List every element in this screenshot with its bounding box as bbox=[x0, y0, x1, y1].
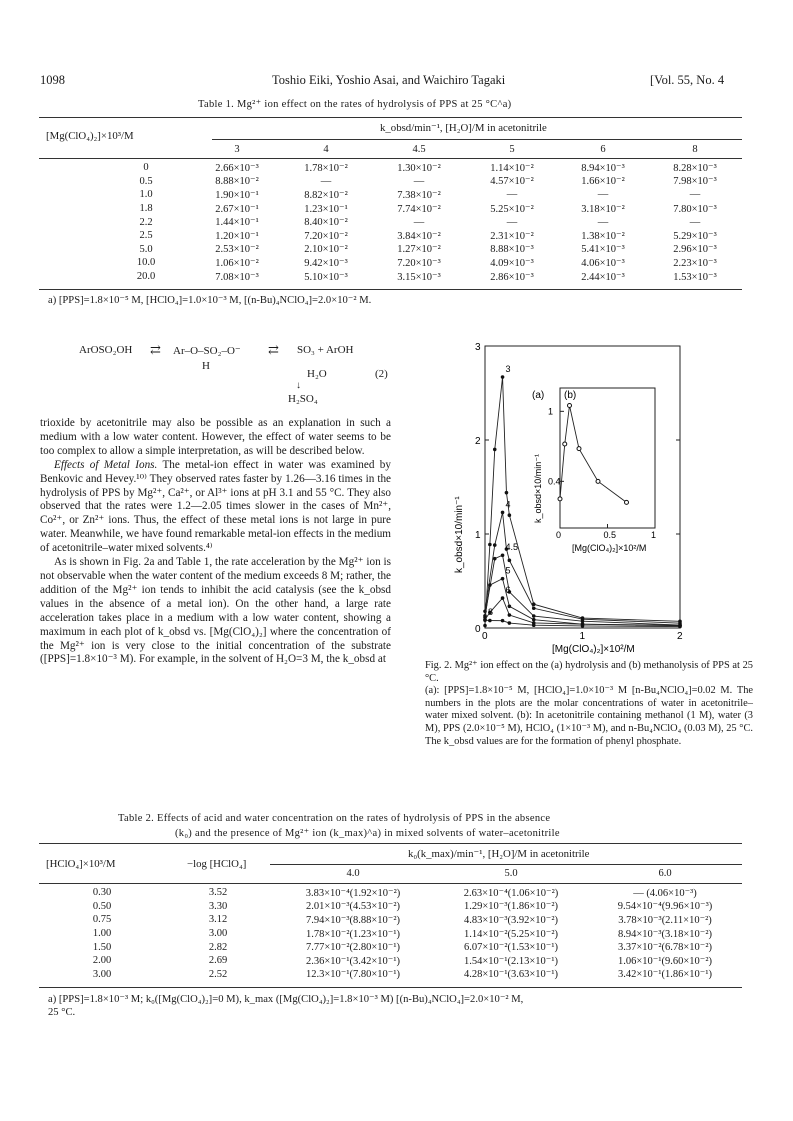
table-cell: 0.50 bbox=[92, 900, 112, 912]
inset-frame bbox=[560, 388, 655, 528]
inset-data-point bbox=[625, 500, 629, 504]
scheme-intermediate: Ar–O–SO₂–O⁻ bbox=[173, 345, 241, 357]
inset-data-point bbox=[596, 479, 600, 483]
curve-label: 6 bbox=[505, 585, 511, 596]
table-cell: 5.10×10⁻³ bbox=[304, 271, 348, 283]
table-row bbox=[40, 886, 742, 900]
table-cell: 1.8 bbox=[139, 203, 153, 215]
page-number: 1098 bbox=[40, 73, 65, 87]
paragraph: The metal-ion effect in water was examined by Benkovic and Hevey.¹⁰⁾ They observed rates faster by 1.26—3.16 times in the hydrolysis of PPS by Mg²⁺, Ca²⁺, or Al³⁺ ions at pH 3.1 and 55 °C. They also observed that the rates were 1.2—2.05 times slower in the cases of Mn²⁺, Co²⁺, or Zn²⁺ ions. Thus, the effect of these metal ions is not large in pure water. Meanwhile, we have found remarkable metal-ion effects in the medium of acetonitrile–water mixed solvents.⁴⁾ bbox=[40, 458, 391, 555]
table-cell: 2.31×10⁻² bbox=[490, 230, 534, 242]
table-cell: 5.25×10⁻² bbox=[490, 203, 534, 215]
table-cell: — bbox=[689, 189, 701, 201]
table-cell: 9.42×10⁻³ bbox=[304, 257, 348, 269]
series-line-4 bbox=[485, 512, 680, 623]
y-axis-label: k_obsd×10/min⁻¹ bbox=[454, 496, 465, 573]
table-row bbox=[98, 161, 742, 175]
table2-header-row bbox=[40, 867, 742, 881]
data-point bbox=[532, 618, 536, 622]
table-row bbox=[98, 256, 742, 270]
table-cell: 7.94×10⁻³(8.88×10⁻²) bbox=[306, 914, 400, 926]
table2-body bbox=[40, 886, 742, 981]
x-tick-label: 1 bbox=[579, 631, 586, 642]
panel-label-b: (b) bbox=[564, 390, 577, 401]
table-cell: 1.66×10⁻² bbox=[581, 176, 625, 188]
table-cell: 2.5 bbox=[139, 230, 153, 242]
table1-col-header: 4.5 bbox=[412, 144, 426, 156]
table2-col-header: 5.0 bbox=[504, 868, 518, 880]
curve-label: 8 bbox=[488, 607, 494, 618]
table2-col-header: 6.0 bbox=[658, 868, 672, 880]
table-cell: 3.12 bbox=[208, 914, 228, 926]
data-point bbox=[488, 619, 492, 623]
table-cell: 7.20×10⁻² bbox=[304, 230, 348, 242]
table-cell: 20.0 bbox=[136, 271, 156, 283]
table-cell: 7.98×10⁻³ bbox=[673, 176, 717, 188]
figure-caption-title: Fig. 2. Mg²⁺ ion effect on the (a) hydrolysis and (b) methanolysis of PPS at 25 °C. bbox=[425, 660, 753, 684]
series-line-4.5 bbox=[485, 555, 680, 625]
running-authors: Toshio Eiki, Yoshio Asai, and Waichiro Tagaki bbox=[272, 73, 506, 87]
table-cell: 1.53×10⁻³ bbox=[673, 271, 717, 283]
data-point bbox=[483, 624, 487, 628]
table-cell: 7.20×10⁻³ bbox=[397, 257, 441, 269]
table2-col-header: 4.0 bbox=[346, 868, 360, 880]
table-cell: 3.83×10⁻⁴(1.92×10⁻²) bbox=[305, 887, 401, 899]
scheme-products: SO₃ + ArOH bbox=[297, 344, 354, 356]
table-cell: — bbox=[506, 189, 518, 201]
data-point bbox=[488, 583, 492, 587]
data-point bbox=[532, 614, 536, 618]
table-cell: 5.29×10⁻³ bbox=[673, 230, 717, 242]
table-cell: 12.3×10⁻¹(7.80×10⁻¹) bbox=[306, 969, 400, 981]
table2-span-header: k₀(k_max)/min⁻¹, [H₂O]/M in acetonitrile bbox=[408, 848, 590, 860]
table-cell: 1.06×10⁻² bbox=[215, 257, 259, 269]
table-cell: 3.52 bbox=[208, 887, 228, 899]
table-cell: 5.41×10⁻³ bbox=[581, 244, 625, 256]
equilibrium-arrow: ⇄ bbox=[150, 342, 161, 357]
curve-label: 3 bbox=[505, 364, 511, 375]
table-cell: 2.53×10⁻² bbox=[215, 244, 259, 256]
table-cell: 8.82×10⁻² bbox=[304, 189, 348, 201]
table-cell: 1.14×10⁻²(5.25×10⁻²) bbox=[464, 928, 558, 940]
table-cell: 1.50 bbox=[92, 941, 112, 953]
table-row bbox=[98, 215, 742, 229]
table2-caption-line2: (k₀) and the presence of Mg²⁺ ion (k_max)^a) in mixed solvents of water–acetonitrile bbox=[175, 828, 560, 839]
table-cell: 2.36×10⁻¹(3.42×10⁻¹) bbox=[306, 955, 400, 967]
scheme-product: H₂SO₄ bbox=[288, 393, 318, 405]
x-tick-label: 2 bbox=[677, 631, 683, 642]
equilibrium-arrow: ⇄ bbox=[268, 342, 279, 357]
data-point bbox=[501, 577, 505, 581]
table-cell: 1.29×10⁻³(1.86×10⁻²) bbox=[464, 901, 558, 913]
table-cell: 8.94×10⁻³ bbox=[581, 162, 625, 174]
table-cell: 0 bbox=[143, 162, 149, 174]
table1-col-header: 3 bbox=[234, 144, 240, 156]
table1-col-header: 8 bbox=[692, 144, 698, 156]
table-cell: 1.27×10⁻² bbox=[397, 244, 441, 256]
table-cell: 1.00 bbox=[92, 928, 112, 940]
equation-number: (2) bbox=[375, 368, 388, 380]
table-cell: 0.75 bbox=[92, 914, 112, 926]
table1-span-header: k_obsd/min⁻¹, [H₂O]/M in acetonitrile bbox=[380, 122, 547, 134]
table-cell: 3.30 bbox=[208, 900, 228, 912]
table-cell: 1.44×10⁻¹ bbox=[215, 217, 259, 229]
table1-header-row bbox=[98, 143, 742, 157]
table1-col-header: 6 bbox=[600, 144, 606, 156]
data-point bbox=[532, 623, 536, 627]
scheme-h-atom: H bbox=[202, 360, 210, 372]
table-cell: — bbox=[597, 216, 609, 228]
table-cell: 2.69 bbox=[208, 955, 228, 967]
table2-footnote-line2: 25 °C. bbox=[48, 1007, 76, 1018]
table-cell: 0.30 bbox=[92, 887, 112, 899]
data-point bbox=[488, 543, 492, 547]
table-cell: 3.37×10⁻²(6.78×10⁻²) bbox=[618, 942, 712, 954]
table-cell: 4.83×10⁻³(3.92×10⁻²) bbox=[464, 914, 558, 926]
table-row bbox=[98, 188, 742, 202]
table-cell: 1.0 bbox=[139, 189, 153, 201]
table-row bbox=[40, 900, 742, 914]
table-row bbox=[40, 927, 742, 941]
y-tick-label: 3 bbox=[475, 342, 481, 353]
table-row bbox=[40, 940, 742, 954]
volume-info: [Vol. 55, No. 4 bbox=[650, 73, 725, 87]
x-tick-label: 0 bbox=[482, 631, 488, 642]
figure-caption-body: (a): [PPS]=1.8×10⁻⁵ M, [HClO₄]=1.0×10⁻³ M [n-Bu₄NClO₄]=0.02 M. The numbers in the plots are the molar concentrations of water in acetonitrile–water mixed solvent. (b): In acetonitrile containing methanol (1 M), water (3 M), PPS (2.0×10⁻⁵ M), HClO₄ (1×10⁻³ M), and n-Bu₄NClO₄ (0.03 M), 25 °C. The k_obsd values are for the formation of phenyl phosphate. bbox=[425, 685, 753, 747]
section-heading: Effects of Metal Ions. bbox=[54, 458, 158, 471]
down-arrow: ↓ bbox=[296, 380, 301, 391]
table-cell: 5.0 bbox=[139, 243, 153, 255]
table-cell: 2.10×10⁻² bbox=[304, 244, 348, 256]
table-row bbox=[98, 229, 742, 243]
table-cell: 2.67×10⁻¹ bbox=[215, 203, 259, 215]
table-cell: 8.40×10⁻² bbox=[304, 217, 348, 229]
table1-col-header: 4 bbox=[323, 144, 329, 156]
paragraph: As is shown in Fig. 2a and Table 1, the rate acceleration by the Mg²⁺ ion is not observable when the water content of the medium exceeds 8 M; rather, the addition of the Mg²⁺ ion tends to inhibit the acid catalysis (see the k_obsd values in the absence of a metal ion). On the other hand, a large rate acceleration takes place in a medium with a low water content, showing a maximum in each plot of k_obsd vs. [Mg(ClO₄)₂] where the concentration of the Mg²⁺ ion is very close to the initial concentration of the substrate ([PPS]=1.8×10⁻³ M). For example, in the solvent of H₂O=3 M, the k_obsd at bbox=[40, 556, 391, 666]
table-cell: 2.52 bbox=[208, 968, 228, 980]
inset-data-point bbox=[568, 404, 572, 408]
table-cell: 1.38×10⁻² bbox=[581, 230, 625, 242]
inset-plot bbox=[533, 388, 656, 553]
table-cell: 8.28×10⁻³ bbox=[673, 162, 717, 174]
table1-col0-header: [Mg(ClO₄)₂]×10³/M bbox=[46, 130, 134, 142]
data-point bbox=[678, 625, 682, 629]
figure-2 bbox=[440, 338, 740, 656]
data-point bbox=[508, 604, 512, 608]
table-cell: 10.0 bbox=[136, 257, 156, 269]
data-point bbox=[493, 448, 497, 452]
inset-data-point bbox=[577, 447, 581, 451]
y-tick-label: 2 bbox=[475, 436, 481, 447]
scheme-water: H₂O bbox=[307, 368, 327, 380]
table-cell: 2.63×10⁻⁴(1.06×10⁻²) bbox=[463, 887, 559, 899]
table-cell: 9.54×10⁻⁴(9.96×10⁻³) bbox=[617, 901, 713, 913]
paragraph: trioxide by acetonitrile may also be possible as an explanation in such a medium with a low water content. However, the effect of water seems to be too complex to allow a simple interpretation, as will be described below. bbox=[40, 417, 391, 457]
table-cell: 2.66×10⁻³ bbox=[215, 162, 259, 174]
table-cell: 2.23×10⁻³ bbox=[673, 257, 717, 269]
table-cell: 4.06×10⁻³ bbox=[581, 257, 625, 269]
data-point bbox=[508, 513, 512, 517]
table-cell: 6.07×10⁻²(1.53×10⁻¹) bbox=[464, 942, 558, 954]
table-row bbox=[40, 954, 742, 968]
table1-col-header: 5 bbox=[509, 144, 515, 156]
data-point bbox=[483, 618, 487, 622]
table-cell: 1.30×10⁻² bbox=[397, 162, 441, 174]
data-point bbox=[532, 606, 536, 610]
inset-data-point bbox=[563, 442, 567, 446]
table-cell: 7.77×10⁻²(2.80×10⁻¹) bbox=[306, 942, 400, 954]
data-point bbox=[501, 511, 505, 515]
panel-label-a: (a) bbox=[532, 390, 545, 401]
table-cell: 8.88×10⁻² bbox=[215, 176, 259, 188]
table-cell: 3.42×10⁻¹(1.86×10⁻¹) bbox=[618, 969, 712, 981]
table-cell: 2.82 bbox=[208, 941, 228, 953]
table-cell: 4.09×10⁻³ bbox=[490, 257, 534, 269]
table-cell: 2.96×10⁻³ bbox=[673, 244, 717, 256]
inset-y-tick-label: 1 bbox=[548, 406, 554, 417]
table-cell: — bbox=[597, 189, 609, 201]
scheme-reactant: ArOSO₂OH bbox=[79, 344, 133, 356]
table-row bbox=[40, 913, 742, 927]
table-cell: 8.88×10⁻³ bbox=[490, 244, 534, 256]
table-row bbox=[98, 243, 742, 257]
inset-y-tick-label: 0.4 bbox=[548, 476, 561, 487]
data-point bbox=[501, 596, 505, 600]
inset-data-point bbox=[558, 497, 562, 501]
table-row bbox=[98, 270, 742, 284]
data-point bbox=[501, 553, 505, 557]
curve-label: 4 bbox=[505, 499, 511, 510]
table-cell: 3.78×10⁻³(2.11×10⁻²) bbox=[618, 914, 712, 926]
table-row bbox=[40, 968, 742, 982]
table-cell: 3.84×10⁻² bbox=[397, 230, 441, 242]
data-point bbox=[508, 613, 512, 617]
table-cell: 1.78×10⁻² bbox=[304, 162, 348, 174]
data-point bbox=[501, 375, 505, 379]
table-cell: 7.74×10⁻² bbox=[397, 203, 441, 215]
data-point bbox=[508, 621, 512, 625]
table-cell: 7.80×10⁻³ bbox=[673, 203, 717, 215]
table-cell: 1.78×10⁻²(1.23×10⁻¹) bbox=[306, 928, 400, 940]
table-cell: — bbox=[689, 216, 701, 228]
table-cell: — bbox=[506, 216, 518, 228]
table-cell: 1.06×10⁻¹(9.60×10⁻²) bbox=[618, 955, 712, 967]
table-cell: 2.01×10⁻³(4.53×10⁻²) bbox=[306, 901, 400, 913]
table-cell: 3.00 bbox=[92, 968, 112, 980]
body-text-left bbox=[40, 417, 391, 667]
data-point bbox=[581, 624, 585, 628]
x-axis-label: [Mg(ClO₄)₂]×10²/M bbox=[552, 644, 635, 655]
table-cell: 4.28×10⁻¹(3.63×10⁻¹) bbox=[464, 969, 558, 981]
inset-x-axis-label: [Mg(ClO₄)₂]×10²/M bbox=[572, 543, 647, 553]
table2-footnote-line1: a) [PPS]=1.8×10⁻³ M; k₀([Mg(ClO₄)₂]=0 M), k_max ([Mg(ClO₄)₂]=1.8×10⁻³ M) [(n-Bu)₄NClO₄]=2.0×10⁻² M, bbox=[48, 994, 524, 1005]
table-cell: 8.94×10⁻³(3.18×10⁻²) bbox=[618, 928, 712, 940]
table-cell: 1.54×10⁻¹(2.13×10⁻¹) bbox=[464, 955, 558, 967]
table1-footnote: a) [PPS]=1.8×10⁻⁵ M, [HClO₄]=1.0×10⁻³ M, [(n-Bu)₄NClO₄]=2.0×10⁻² M. bbox=[48, 295, 372, 306]
table-cell: 4.57×10⁻² bbox=[490, 176, 534, 188]
table-cell: 3.15×10⁻³ bbox=[397, 271, 441, 283]
data-point bbox=[505, 491, 509, 495]
y-tick-label: 1 bbox=[475, 530, 481, 541]
data-point bbox=[493, 557, 497, 561]
table-cell: 1.14×10⁻² bbox=[490, 162, 534, 174]
figure-caption bbox=[425, 660, 753, 748]
table-cell: 7.08×10⁻³ bbox=[215, 271, 259, 283]
data-point bbox=[501, 619, 505, 623]
data-point bbox=[508, 559, 512, 563]
table-cell: 3.18×10⁻² bbox=[581, 203, 625, 215]
inset-y-axis-label: k_obsd×10/min⁻¹ bbox=[533, 453, 543, 523]
table-cell: 1.23×10⁻¹ bbox=[304, 203, 348, 215]
table-cell: 0.5 bbox=[139, 175, 153, 187]
table2-col1-header: −log [HClO₄] bbox=[187, 858, 247, 870]
table-cell: 1.20×10⁻¹ bbox=[215, 230, 259, 242]
table-cell: — (4.06×10⁻³) bbox=[633, 887, 697, 899]
y-tick-label: 0 bbox=[475, 624, 481, 635]
table-cell: — bbox=[320, 175, 332, 187]
inset-x-tick-label: 1 bbox=[651, 530, 657, 540]
table-cell: — bbox=[413, 216, 425, 228]
inset-x-tick-label: 0 bbox=[556, 530, 562, 540]
table-row bbox=[98, 175, 742, 189]
table-cell: 2.00 bbox=[92, 955, 112, 967]
curve-label: 4.5 bbox=[505, 542, 519, 553]
table-cell: 1.90×10⁻¹ bbox=[215, 189, 259, 201]
table-cell: 2.44×10⁻³ bbox=[581, 271, 625, 283]
curve-label: 5 bbox=[505, 565, 511, 576]
table1-caption: Table 1. Mg²⁺ ion effect on the rates of hydrolysis of PPS at 25 °C^a) bbox=[198, 99, 512, 110]
table-cell: 2.2 bbox=[139, 216, 153, 228]
table-row bbox=[98, 202, 742, 216]
inset-x-tick-label: 0.5 bbox=[603, 530, 617, 540]
data-point bbox=[493, 543, 497, 547]
table-cell: — bbox=[413, 175, 425, 187]
table-cell: 3.00 bbox=[208, 928, 228, 940]
table-cell: 2.86×10⁻³ bbox=[490, 271, 534, 283]
table2-caption-line1: Table 2. Effects of acid and water concentration on the rates of hydrolysis of PPS in the absence bbox=[118, 813, 551, 824]
table-cell: 7.38×10⁻² bbox=[397, 189, 441, 201]
table1-body bbox=[98, 161, 742, 283]
table2-col0-header: [HClO₄]×10³/M bbox=[46, 858, 116, 870]
